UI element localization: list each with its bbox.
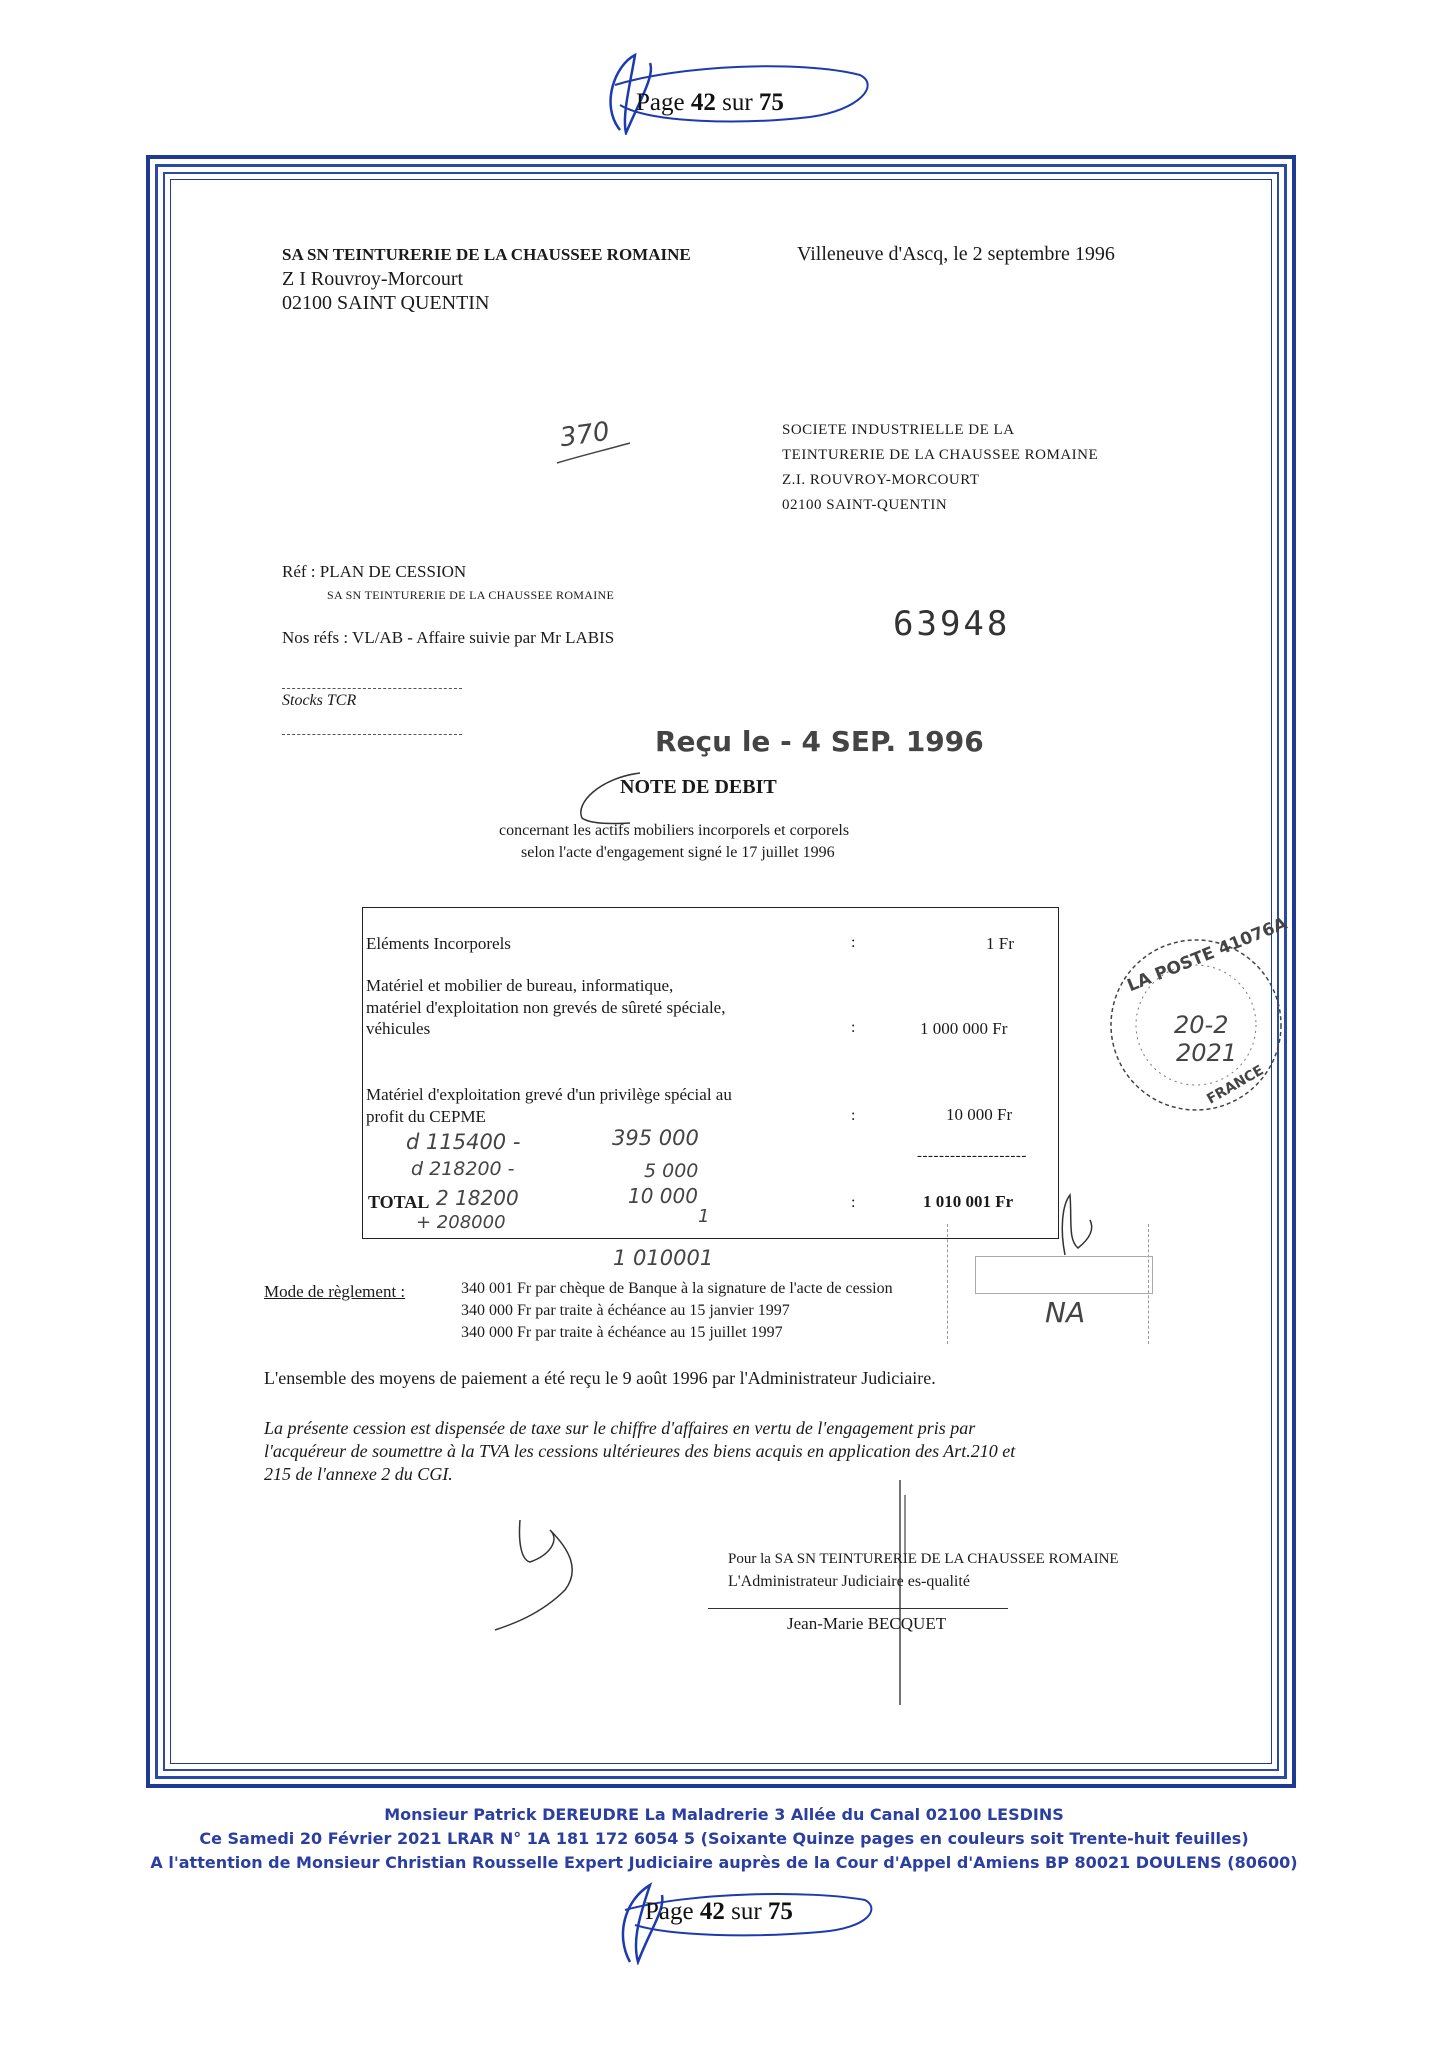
total-label: TOTAL [368,1192,430,1212]
row-colon: : [851,1107,856,1124]
total-colon: : [851,1194,856,1211]
handwritten-calc: 10 000 [628,1184,698,1208]
handwritten-calc: d 218200 - [411,1158,515,1180]
document-title: NOTE DE DEBIT [620,776,777,798]
postmark-date1: 20-2 [1174,1011,1229,1039]
table-dashes: -------------------- [917,1148,1027,1164]
page-header-bottom [580,1880,900,1960]
signature-scribble-icon [880,1475,920,1715]
row-label: Matériel d'exploitation grevé d'un privilège spécial au [366,1085,732,1104]
underline-stroke-icon [555,438,635,468]
row-label: Eléments Incorporels [366,934,511,953]
row-colon: : [851,1019,856,1036]
stocks-label: Stocks TCR [282,692,357,709]
tax-note-line: La présente cession est dispensée de taxe sur le chiffre d'affaires en vertu de l'engagement pris par [264,1418,976,1438]
signature-rule [708,1608,1008,1609]
row-label: profit du CEPME [366,1107,486,1126]
subtitle-2: selon l'acte d'engagement signé le 17 juillet 1996 [521,844,835,861]
handwritten-calc: 2 18200 [436,1186,519,1210]
recipient-line3: Z.I. ROUVROY-MORCOURT [782,472,980,488]
payment-label: Mode de règlement : [264,1282,406,1301]
postmark-top: LA POSTE 41076A [1124,913,1291,997]
divider [282,688,462,689]
date-line: Villeneuve d'Ascq, le 2 septembre 1996 [797,243,1115,265]
postmark-date2: 2021 [1176,1039,1238,1067]
footer-line1: Monsieur Patrick DEREUDRE La Maladrerie 3 Allée du Canal 02100 LESDINS [384,1805,1064,1824]
received-stamp: Reçu le - 4 SEP. 1996 [655,725,984,758]
stamped-number: 63948 [893,604,1011,644]
signature-line2: L'Administrateur Judiciaire es-qualité [728,1573,970,1590]
page-number: Page 42 sur 75 [645,1898,793,1925]
received-note: L'ensemble des moyens de paiement a été reçu le 9 août 1996 par l'Administrateur Judiciaire. [264,1368,936,1388]
row-amount: 1 Fr [986,934,1014,953]
footer-line2: Ce Samedi 20 Février 2021 LRAR N° 1A 181 172 6054 5 (Soixante Quinze pages en couleurs soit Trente-huit feuilles) [199,1829,1249,1848]
payment-line2: 340 000 Fr par traite à échéance au 15 janvier 1997 [461,1302,790,1319]
sender-address2: 02100 SAINT QUENTIN [282,292,490,314]
payment-line1: 340 001 Fr par chèque de Banque à la signature de l'acte de cession [461,1280,893,1297]
initials: NA [1045,1296,1086,1329]
row-label: matériel d'exploitation non grevés de sûreté spéciale, [366,998,726,1017]
row-colon: : [851,934,856,951]
signature-scribble-icon [1050,1190,1110,1260]
divider [282,734,462,735]
recipient-line4: 02100 SAINT-QUENTIN [782,497,948,513]
footer-line3: A l'attention de Monsieur Christian Rousselle Expert Judiciaire auprès de la Cour d'Appel d'Amiens BP 80021 DOULENS (80600) [150,1853,1298,1872]
payment-line3: 340 000 Fr par traite à échéance au 15 juillet 1997 [461,1324,783,1341]
sender-address1: Z I Rouvroy-Morcourt [282,268,464,290]
row-amount: 1 000 000 Fr [920,1019,1008,1038]
signature-name: Jean-Marie BECQUET [787,1614,947,1633]
handwritten-calc: + 208000 [416,1212,506,1233]
row-label: Matériel et mobilier de bureau, informatique, [366,976,674,995]
handwritten-sum: 1 010001 [613,1246,714,1270]
handwritten-number: 370 [558,416,612,454]
handwritten-calc: d 115400 - [406,1130,521,1154]
page-number: Page 42 sur 75 [636,89,784,116]
page-header-top [560,55,890,135]
postmark-bottom: FRANCE [1204,1062,1267,1108]
handwritten-calc: 395 000 [612,1126,699,1150]
signature-line1: Pour la SA SN TEINTURERIE DE LA CHAUSSEE ROMAINE [728,1551,1119,1567]
ref-sub: SA SN TEINTURERIE DE LA CHAUSSEE ROMAINE [327,588,615,602]
sender-company: SA SN TEINTURERIE DE LA CHAUSSEE ROMAINE [282,245,691,264]
handwritten-calc: 5 000 [644,1160,699,1182]
faint-stamp-inner [975,1256,1153,1294]
row-amount: 10 000 Fr [946,1105,1013,1124]
row-label: véhicules [366,1019,431,1038]
ref-label: Réf : PLAN DE CESSION [282,562,467,581]
total-amount: 1 010 001 Fr [923,1192,1014,1211]
our-refs: Nos réfs : VL/AB - Affaire suivie par Mr LABIS [282,628,615,647]
postmark-stamp [1096,913,1296,1115]
subtitle-1: concernant les actifs mobiliers incorporels et corporels [499,822,850,839]
recipient-line1: SOCIETE INDUSTRIELLE DE LA [782,422,1015,438]
tax-note-line: 215 de l'annexe 2 du CGI. [264,1464,453,1484]
handwritten-calc: 1 [698,1206,710,1227]
signature-scribble-icon [480,1500,620,1640]
recipient-line2: TEINTURERIE DE LA CHAUSSEE ROMAINE [782,447,1099,463]
tax-note-line: l'acquéreur de soumettre à la TVA les cessions ultérieures des biens acquis en application des Art.210 et [264,1441,1016,1461]
